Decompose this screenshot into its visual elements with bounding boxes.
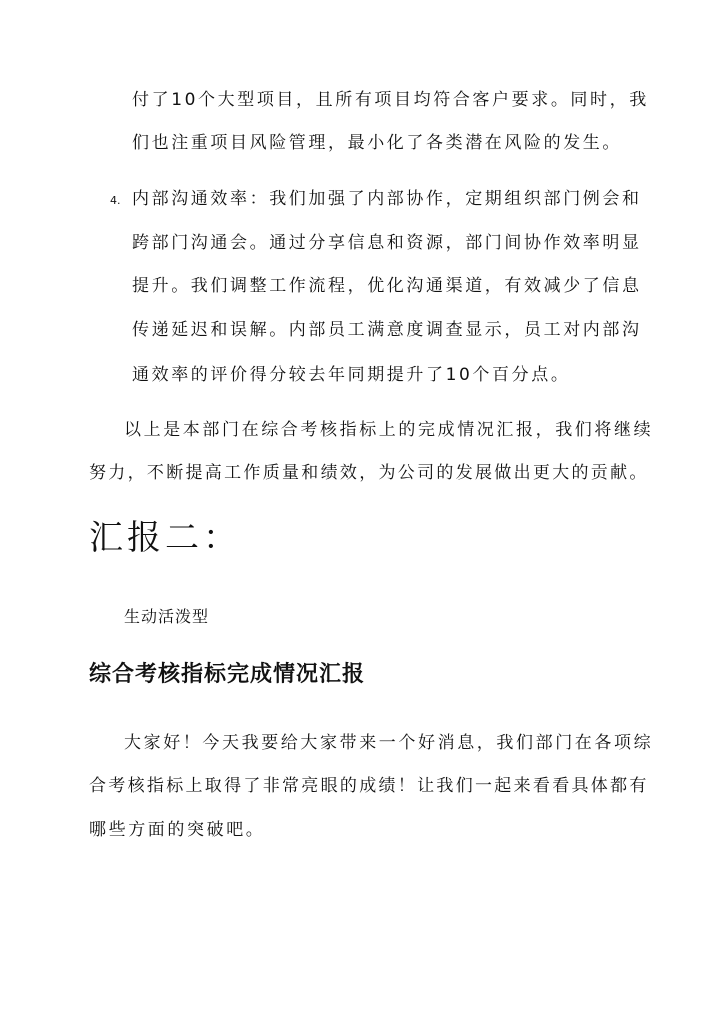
list-item-3-line-2: 们也注重项目风险管理，最小化了各类潜在风险的发生。: [132, 133, 622, 153]
list-item-4-line-2: 跨部门沟通会。通过分享信息和资源，部门间协作效率明显: [132, 233, 642, 253]
closing-line-2: 努力，不断提高工作质量和绩效，为公司的发展做出更大的贡献。: [89, 463, 649, 483]
list-item-4-line-5: 通效率的评价得分较去年同期提升了10个百分点。: [132, 365, 571, 385]
intro-line-3: 哪些方面的突破吧。: [89, 820, 266, 840]
list-item-3-line-1: 付了10个大型项目，且所有项目均符合客户要求。同时，我: [132, 90, 649, 110]
list-item-4-line-4: 传递延迟和误解。内部员工满意度调查显示，员工对内部沟: [132, 320, 642, 340]
list-item-4-line-1: 内部沟通效率：我们加强了内部协作，定期组织部门例会和: [132, 189, 642, 209]
report-two-heading: 汇报二：: [89, 518, 241, 558]
closing-line-1: 以上是本部门在综合考核指标上的完成情况汇报，我们将继续: [124, 420, 654, 440]
list-item-4-line-3: 提升。我们调整工作流程，优化沟通渠道，有效减少了信息: [132, 276, 642, 296]
intro-line-1: 大家好！今天我要给大家带来一个好消息，我们部门在各项综: [124, 733, 654, 753]
list-item-4-number: 4.: [110, 194, 121, 207]
report-title: 综合考核指标完成情况汇报: [89, 662, 366, 687]
intro-line-2: 合考核指标上取得了非常亮眼的成绩！让我们一起来看看具体都有: [89, 776, 649, 796]
style-label: 生动活泼型: [124, 607, 210, 626]
